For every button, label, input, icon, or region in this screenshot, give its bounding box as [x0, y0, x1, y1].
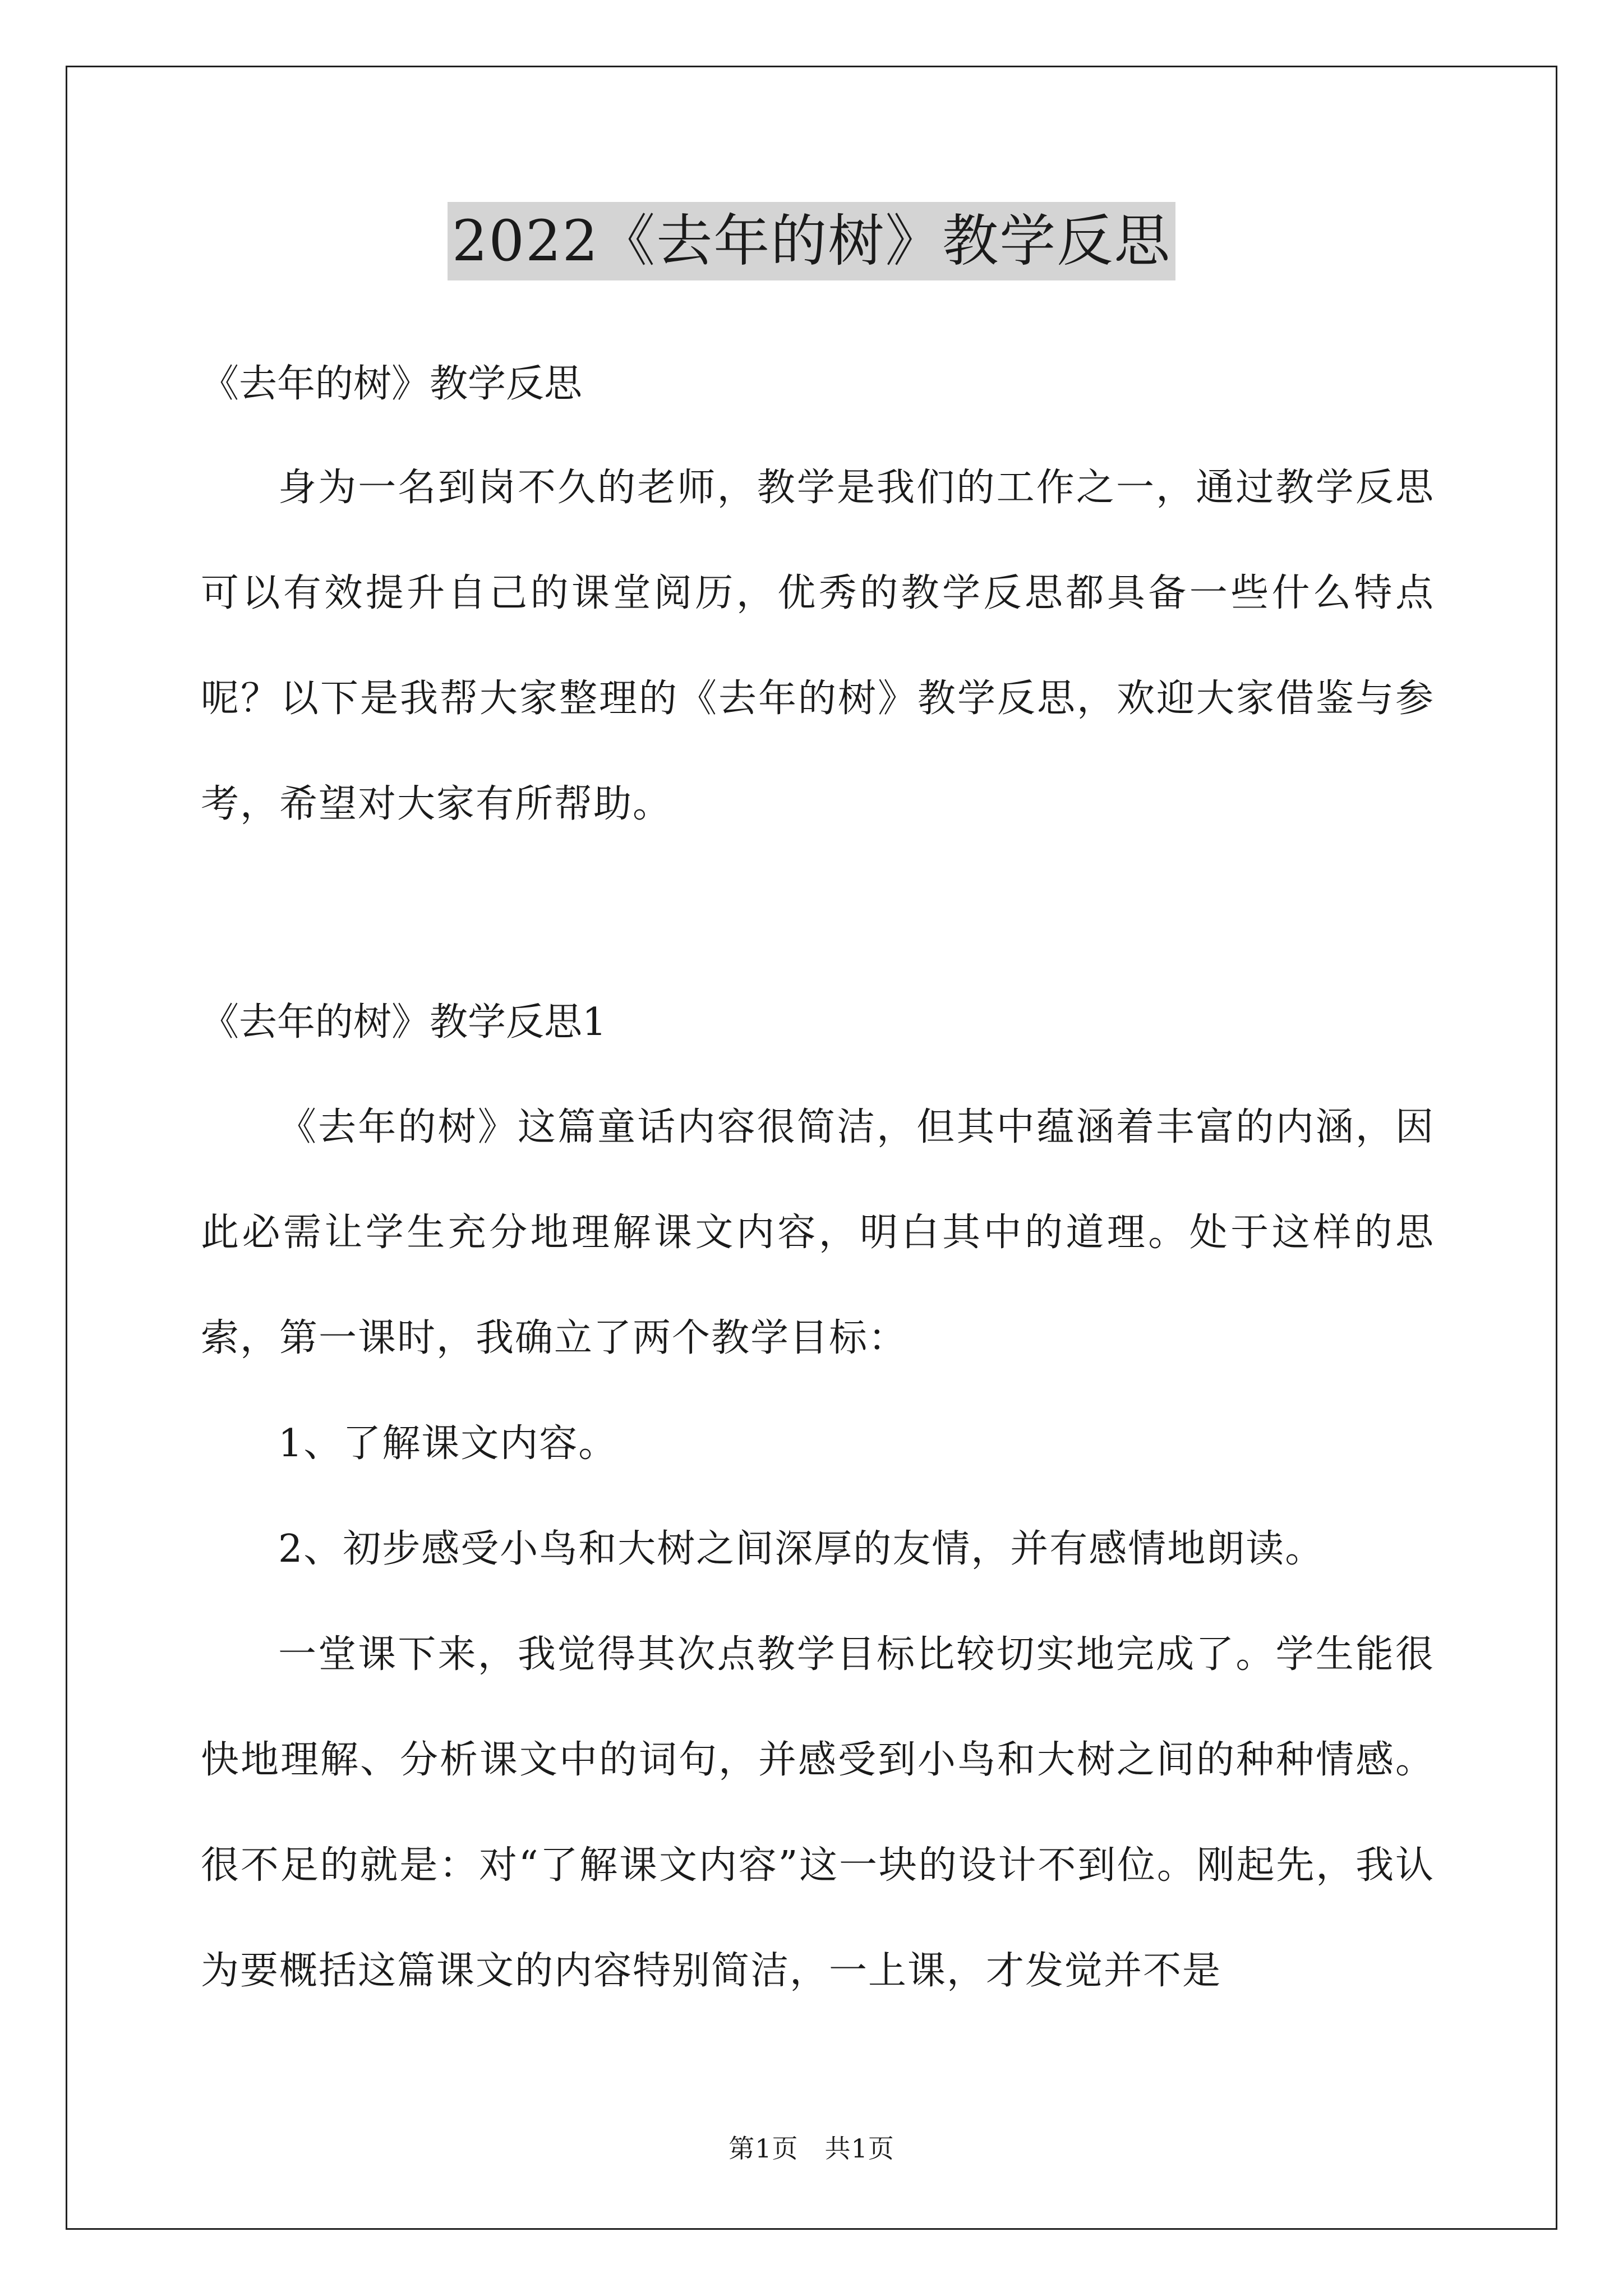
document-title: 2022《去年的树》教学反思 — [448, 202, 1176, 280]
section-heading: 《去年的树》教学反思1 — [201, 1000, 607, 1045]
section-paragraph: 一堂课下来，我觉得其次点教学目标比较切实地完成了。学生能很快地理解、分析课文中的词句，并感受到小鸟和大树之间的种种情感。很不足的就是：对“了解课文内容”这一块的设计不到位。刚起先，我认为要概括这篇课文的内容特别简洁，一上课，才发觉并不是 — [201, 1632, 1435, 1993]
section-paragraph: 《去年的树》这篇童话内容很简洁，但其中蕴涵着丰富的内涵，因此必需让学生充分地理解课文内容，明白其中的道理。处于这样的思索，第一课时，我确立了两个教学目标： — [201, 1105, 1435, 1360]
list-item: 1、了解课文内容。 — [278, 1421, 618, 1466]
title-container — [0, 202, 1623, 280]
intro-paragraph: 身为一名到岗不久的老师，教学是我们的工作之一，通过教学反思可以有效提升自己的课堂阅历，优秀的教学反思都具备一些什么特点呢？以下是我帮大家整理的《去年的树》教学反思，欢迎大家借鉴与参考，希望对大家有所帮助。 — [201, 466, 1435, 826]
subtitle: 《去年的树》教学反思 — [201, 362, 583, 406]
page-footer: 第1页 共1页 — [728, 2133, 895, 2164]
list-item: 2、初步感受小鸟和大树之间深厚的友情，并有感情地朗读。 — [278, 1527, 1325, 1571]
